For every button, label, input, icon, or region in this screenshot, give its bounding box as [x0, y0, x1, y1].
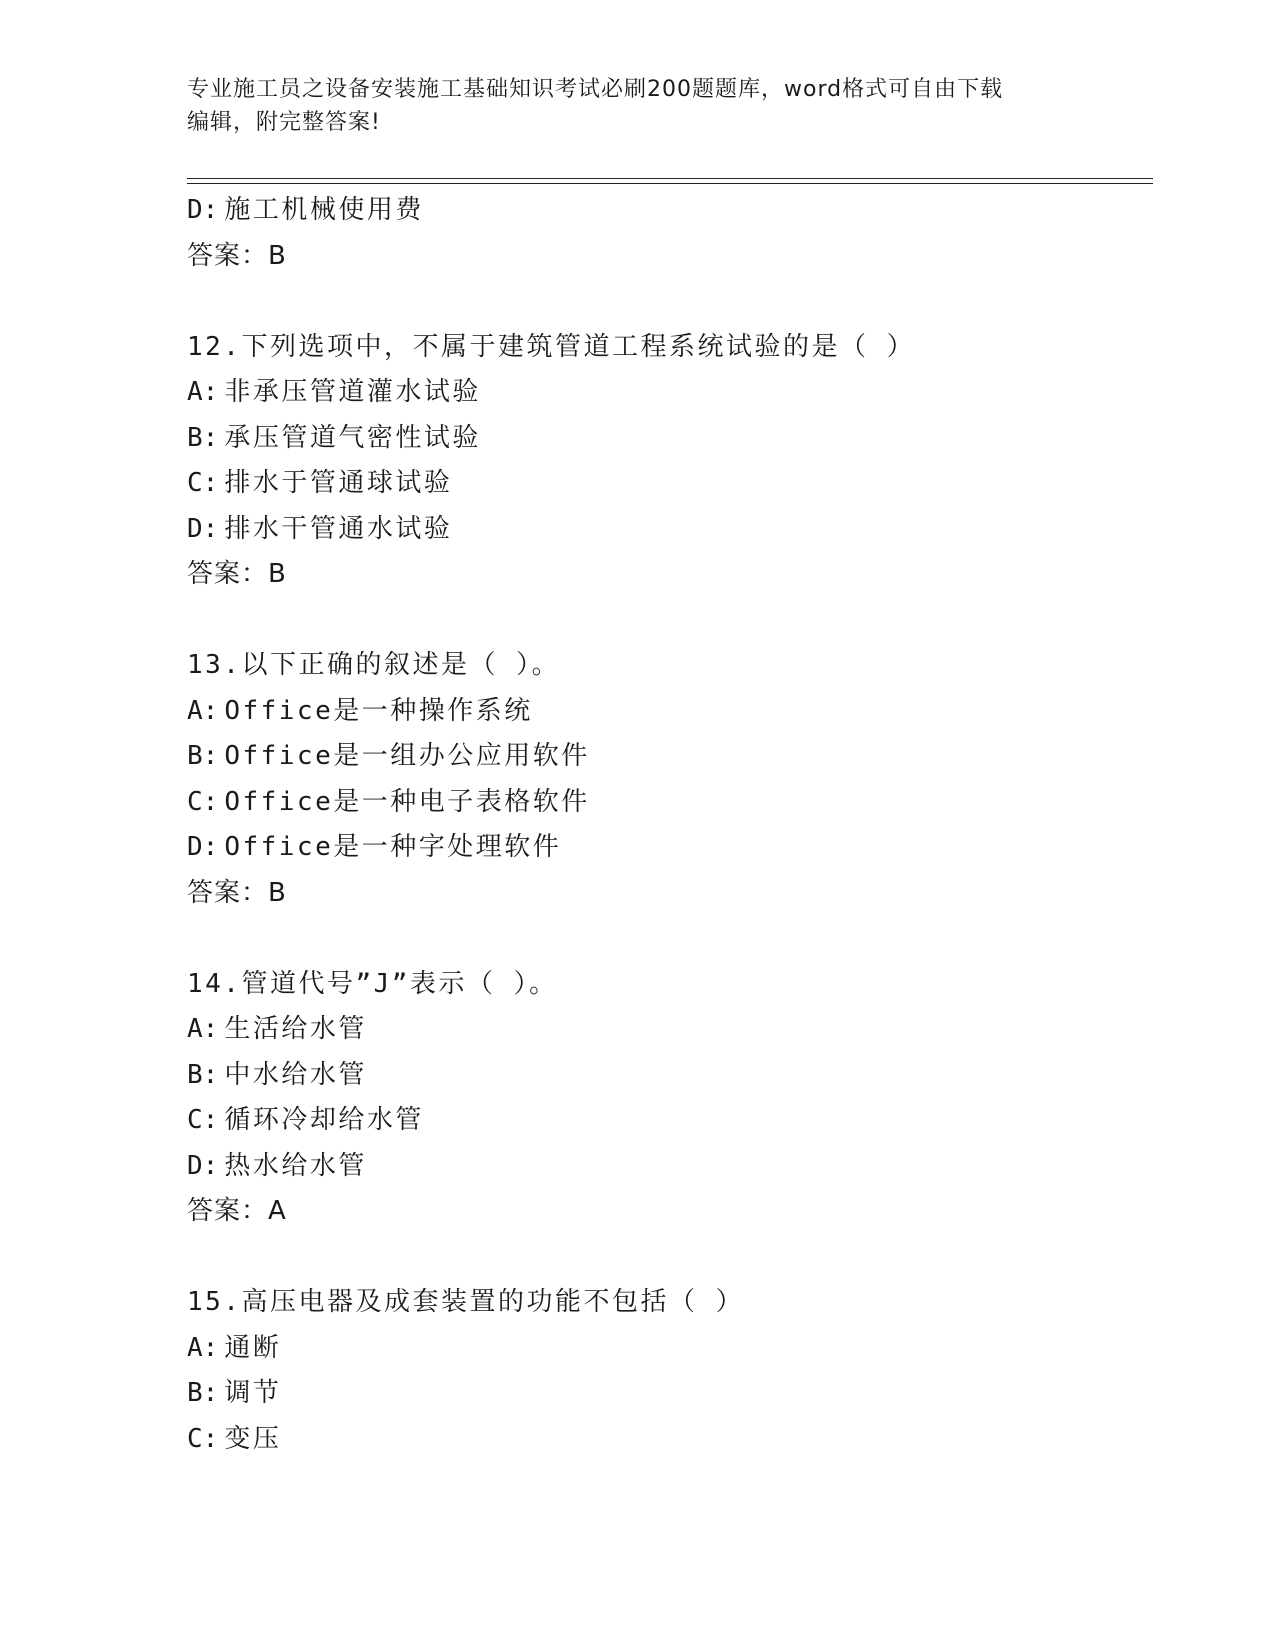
- option-c: [187, 1098, 1147, 1144]
- option-letter: C:: [187, 468, 219, 498]
- question-stem: 12.下列选项中，不属于建筑管道工程系统试验的是（ ）: [187, 331, 916, 362]
- option-text: 施工机械使用费: [224, 195, 424, 225]
- option-letter: A:: [187, 695, 219, 726]
- option-b: [187, 1371, 1147, 1417]
- question-stem: 13.以下正确的叙述是（ ）。: [187, 650, 561, 680]
- option-text: Office是一组办公应用软件: [224, 741, 590, 771]
- option-text: 排水干管通水试验: [224, 513, 453, 544]
- answer-line: 答案：B: [187, 240, 287, 271]
- option-d: [187, 507, 1147, 553]
- header-rule-top: [187, 178, 1153, 179]
- option-letter: D:: [187, 1150, 219, 1181]
- option-text: 变压: [224, 1423, 282, 1454]
- option-b: [187, 1053, 1147, 1099]
- option-letter: B:: [187, 1059, 219, 1090]
- option-letter: C:: [187, 1105, 219, 1135]
- option-text: 承压管道气密性试验: [224, 422, 481, 453]
- option-c: [187, 780, 1147, 826]
- option-letter: A:: [187, 1332, 219, 1363]
- question-stem: 14.管道代号”J”表示（ ）。: [187, 968, 558, 999]
- option-letter: D:: [187, 195, 219, 225]
- header-title-line-1: 专业施工员之设备安装施工基础知识考试必刷200题题库，word格式可自由下载: [187, 77, 1004, 102]
- option-text: 通断: [224, 1332, 282, 1363]
- option-text: Office是一种字处理软件: [224, 832, 562, 862]
- option-text: 中水给水管: [224, 1059, 367, 1090]
- answer-line: 答案：B: [187, 877, 287, 908]
- option-a: [187, 689, 1147, 735]
- answer-line: 答案：B: [187, 559, 287, 589]
- option-text: Office是一种操作系统: [224, 695, 533, 726]
- option-letter: B:: [187, 422, 219, 453]
- option-d: [187, 825, 1147, 871]
- option-letter: A:: [187, 377, 219, 407]
- option-a: [187, 1007, 1147, 1053]
- document-header: [187, 73, 1087, 139]
- answer-line: 答案：A: [187, 1196, 287, 1226]
- spacer: [187, 279, 1147, 325]
- header-title-line-2: 编辑，附完整答案!: [187, 110, 381, 135]
- option-text: 非承压管道灌水试验: [224, 377, 481, 407]
- option-text: 调节: [224, 1378, 282, 1408]
- option-text: 生活给水管: [224, 1014, 367, 1044]
- option-letter: C:: [187, 786, 219, 817]
- option-a: [187, 1326, 1147, 1372]
- option-c: [187, 1417, 1147, 1463]
- option-letter: C:: [187, 1423, 219, 1454]
- spacer: [187, 916, 1147, 962]
- header-rule-bottom: [187, 183, 1153, 184]
- option-a: [187, 370, 1147, 416]
- option-letter: D:: [187, 513, 219, 544]
- option-letter: A:: [187, 1014, 219, 1044]
- option-letter: D:: [187, 832, 219, 862]
- option-letter: B:: [187, 1378, 219, 1408]
- question-list: [187, 188, 1147, 1462]
- option-b: [187, 734, 1147, 780]
- option-d: [187, 188, 1147, 234]
- option-text: 排水于管通球试验: [224, 468, 453, 498]
- option-b: [187, 416, 1147, 462]
- option-letter: B:: [187, 741, 219, 771]
- question-stem: 15.高压电器及成套装置的功能不包括（ ）: [187, 1287, 745, 1317]
- option-c: [187, 461, 1147, 507]
- spacer: [187, 1235, 1147, 1281]
- option-d: [187, 1144, 1147, 1190]
- spacer: [187, 598, 1147, 644]
- option-text: 热水给水管: [224, 1150, 367, 1181]
- option-text: Office是一种电子表格软件: [224, 786, 590, 817]
- option-text: 循环冷却给水管: [224, 1105, 424, 1135]
